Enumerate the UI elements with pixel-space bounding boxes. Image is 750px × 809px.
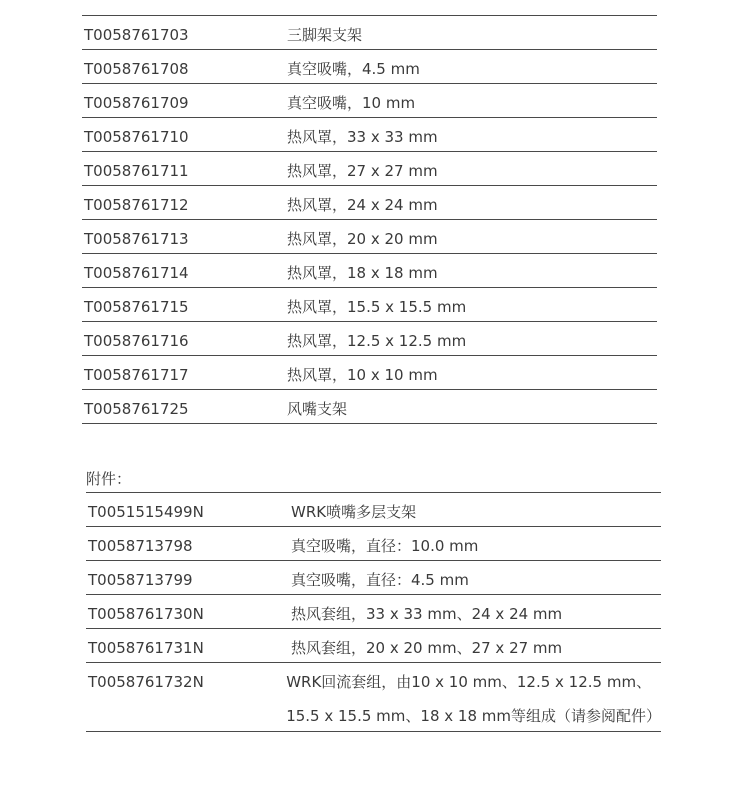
part-description-line-1: WRK回流套组，由10 x 10 mm、12.5 x 12.5 mm、 [286, 673, 652, 691]
table-row [86, 663, 661, 732]
part-description: 热风罩，15.5 x 15.5 mm [287, 298, 467, 316]
part-code: T0058761703 [84, 26, 189, 44]
part-code: T0058761731N [88, 639, 204, 657]
part-code: T0058761714 [84, 264, 189, 282]
table-row [86, 595, 661, 629]
part-code: T0051515499N [88, 503, 204, 521]
part-description: 热风罩，10 x 10 mm [287, 366, 438, 384]
table-row [86, 527, 661, 561]
part-description [286, 665, 661, 733]
part-code: T0058761709 [84, 94, 189, 112]
accessories-heading: 附件： [86, 470, 132, 488]
accessories-table [86, 492, 661, 732]
part-description: 真空吸嘴，直径：10.0 mm [291, 537, 479, 555]
part-description: 风嘴支架 [287, 400, 348, 418]
part-code: T0058713798 [88, 537, 193, 555]
part-code: T0058761712 [84, 196, 189, 214]
part-description-line-2: 15.5 x 15.5 mm、18 x 18 mm等组成（请参阅配件） [286, 707, 661, 725]
part-description: 热风套组，33 x 33 mm、24 x 24 mm [291, 605, 563, 623]
part-description: 热风罩，33 x 33 mm [287, 128, 438, 146]
part-code: T0058761715 [84, 298, 189, 316]
part-code: T0058761730N [88, 605, 204, 623]
table-row [82, 220, 657, 254]
part-description: 热风套组，20 x 20 mm、27 x 27 mm [291, 639, 563, 657]
part-code: T0058761708 [84, 60, 189, 78]
part-code: T0058713799 [88, 571, 193, 589]
table-row [82, 288, 657, 322]
part-description: WRK喷嘴多层支架 [291, 503, 417, 521]
table-row [82, 322, 657, 356]
table-row [82, 390, 657, 424]
parts-table [82, 15, 657, 424]
part-description: 热风罩，12.5 x 12.5 mm [287, 332, 467, 350]
part-description: 三脚架支架 [287, 26, 363, 44]
table-row [82, 50, 657, 84]
table-row [82, 118, 657, 152]
part-code: T0058761725 [84, 400, 189, 418]
part-description: 热风罩，27 x 27 mm [287, 162, 438, 180]
table-row [82, 16, 657, 50]
table-row [86, 493, 661, 527]
table-row [82, 152, 657, 186]
part-description: 热风罩，24 x 24 mm [287, 196, 438, 214]
table-row [86, 629, 661, 663]
part-description: 热风罩，18 x 18 mm [287, 264, 438, 282]
part-code: T0058761716 [84, 332, 189, 350]
table-row [82, 186, 657, 220]
part-description: 真空吸嘴，直径：4.5 mm [291, 571, 469, 589]
part-description: 热风罩，20 x 20 mm [287, 230, 438, 248]
part-code: T0058761710 [84, 128, 189, 146]
table-row [86, 561, 661, 595]
part-description: 真空吸嘴，4.5 mm [287, 60, 420, 78]
part-code: T0058761717 [84, 366, 189, 384]
table-row [82, 254, 657, 288]
part-description: 真空吸嘴，10 mm [287, 94, 416, 112]
part-code: T0058761713 [84, 230, 189, 248]
part-code: T0058761732N [88, 673, 204, 691]
table-row [82, 84, 657, 118]
table-row [82, 356, 657, 390]
part-code: T0058761711 [84, 162, 189, 180]
